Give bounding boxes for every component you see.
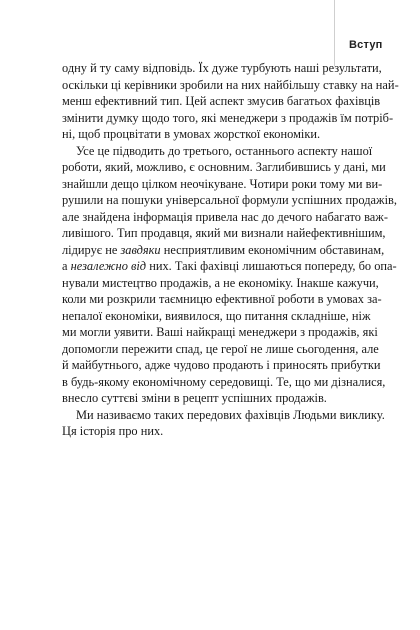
text-run: лідирує не [62, 242, 121, 257]
text-line [62, 110, 394, 127]
text-run: внесло суттєві зміни в рецепт успішних продажів. [62, 391, 327, 405]
text-run: Усе це підводить до третього, останнього аспекту нашої [76, 143, 373, 158]
text-line [62, 374, 386, 391]
text-run: роботи, який, можливо, є основним. Заглибившись у дані, ми [62, 160, 386, 174]
text-run: рушили на пошуки універсальної формули успішних продажів, [62, 193, 397, 207]
text-line [62, 407, 385, 424]
text-line [62, 341, 379, 358]
text-line [62, 60, 382, 77]
text-run: оскільки ці керівники зробили на них найбільшу ставку на най- [62, 77, 399, 92]
text-line [62, 308, 371, 325]
text-line [62, 209, 388, 226]
text-run: в будь-якому економічному середовищі. Те, що ми дізналися, [62, 374, 386, 389]
text-line [62, 291, 382, 308]
text-run: несприятливим економічним обставинам, [160, 242, 385, 257]
text-line [62, 192, 397, 209]
text-line [62, 275, 379, 292]
running-head-title: Вступ [349, 39, 383, 51]
text-run: ні, щоб процвітати в умовах жорсткої економіки. [62, 127, 321, 141]
text-run: ми могли уявити. Ваші найкращі менеджери з продажів, які [62, 325, 378, 339]
text-line [62, 126, 358, 143]
text-line [62, 258, 397, 275]
text-line [62, 324, 378, 341]
text-run: але знайдена інформація привела нас до дечого набагато важ- [62, 209, 388, 224]
emphasis-text: завдяки [120, 242, 161, 257]
text-run: й майбутнього, адже чудово продають і приносять прибутки [62, 358, 381, 372]
text-line [62, 390, 358, 407]
text-run: менш ефективний тип. Цей аспект змусив багатьох фахівців [62, 94, 381, 108]
text-line [62, 357, 381, 374]
text-line [62, 77, 399, 94]
text-run: допомогли пережити спад, це герої не лише сьогодення, але [62, 341, 379, 356]
text-run: них. Такі фахівці лишаються попереду, бо опа- [146, 259, 397, 273]
text-run: змінити думку щодо того, які менеджери з продажів їм потріб- [62, 110, 394, 125]
text-line [62, 225, 386, 242]
text-line [62, 93, 381, 110]
text-run: нували мистецтво продажів, а не економіку. Інакше кажучи, [62, 275, 379, 290]
text-line [62, 423, 358, 440]
text-run: одну й ту саму відповідь. Їх дуже турбують наші результати, [62, 61, 382, 75]
text-run: а [62, 259, 71, 273]
text-run: знайшли дещо цілком неочікуване. Чотири роки тому ми ви- [62, 176, 383, 191]
text-line [62, 159, 386, 176]
text-line [62, 143, 373, 160]
text-line [62, 176, 383, 193]
running-head [334, 0, 420, 66]
emphasis-text: незалежно від [70, 259, 147, 273]
text-run: коли ми розкрили таємницю ефективної роботи в умовах за- [62, 292, 382, 306]
paragraph [62, 143, 397, 407]
paragraph [62, 407, 385, 440]
paragraph [62, 60, 399, 143]
text-run: непалої економіки, виявилося, що питання складніше, ніж [62, 308, 371, 323]
text-line [62, 242, 385, 259]
body-text [62, 60, 399, 440]
text-run: Ми називаємо таких передових фахівців Людьми виклику. [76, 407, 385, 422]
text-run: ливішого. Тип продавця, який ми визнали найефективнішим, [62, 226, 386, 240]
text-run: Ця історія про них. [62, 424, 164, 438]
